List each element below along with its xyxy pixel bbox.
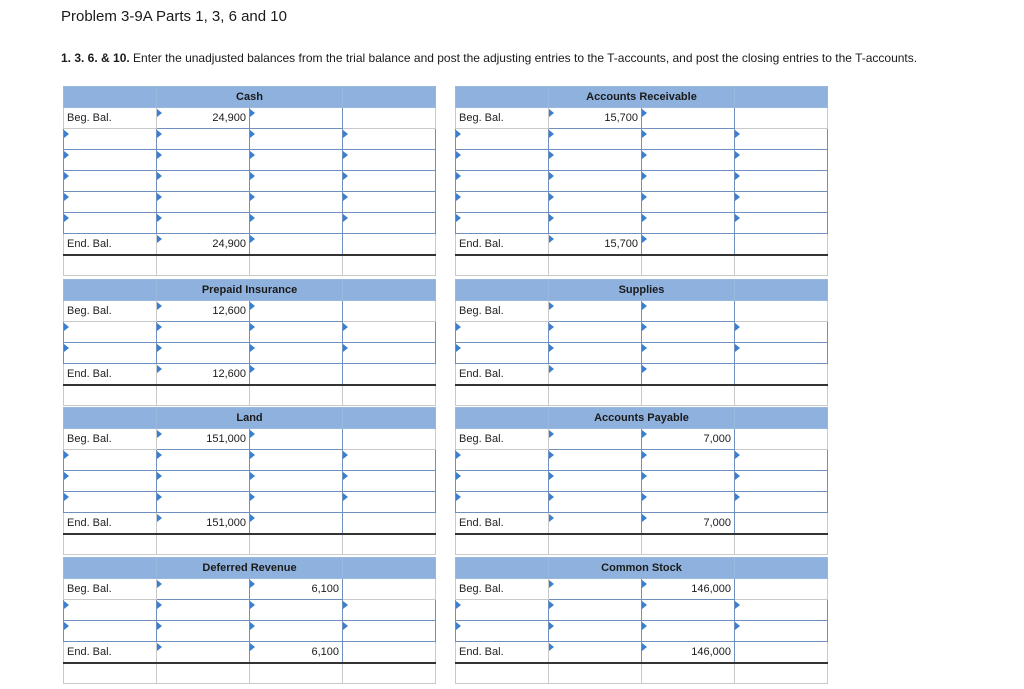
header-blank — [343, 408, 436, 429]
entry-credit-input[interactable] — [642, 471, 735, 492]
header-blank — [735, 87, 828, 108]
entry-debit-input[interactable] — [549, 471, 642, 492]
entry-ref-select[interactable] — [343, 150, 436, 171]
entry-ref-select[interactable] — [64, 492, 157, 513]
end-bal-credit-input[interactable] — [642, 364, 735, 385]
entry-debit-input[interactable] — [157, 600, 250, 621]
end-bal-row — [64, 642, 436, 663]
entry-credit-input[interactable] — [642, 150, 735, 171]
entry-ref-select[interactable] — [735, 129, 828, 150]
entry-credit-input[interactable] — [642, 621, 735, 642]
entry-ref-select[interactable] — [735, 192, 828, 213]
header-blank — [735, 408, 828, 429]
entry-ref-select[interactable] — [456, 129, 549, 150]
account-title: Accounts Receivable — [549, 87, 735, 108]
t-account-supplies — [455, 279, 828, 406]
entry-debit-input[interactable] — [549, 600, 642, 621]
beg-bal-row — [456, 579, 828, 600]
entry-ref-select[interactable] — [64, 150, 157, 171]
entry-credit-input[interactable] — [642, 213, 735, 234]
beg-bal-row — [64, 579, 436, 600]
beg-bal-debit-input[interactable] — [549, 429, 642, 450]
entry-ref-select[interactable] — [735, 450, 828, 471]
account-header-row — [64, 87, 436, 108]
beg-bal-row — [456, 301, 828, 322]
end-bal-credit-input[interactable] — [642, 234, 735, 255]
end-bal-spacer — [343, 234, 436, 255]
beg-bal-debit-input[interactable] — [549, 301, 642, 322]
entry-credit-input[interactable] — [642, 450, 735, 471]
t-account-prepaid-insurance — [63, 279, 436, 406]
entry-row — [456, 492, 828, 513]
end-bal-credit-input[interactable]: 146,000 — [642, 642, 735, 663]
end-bal-label: End. Bal. — [456, 642, 549, 663]
entry-ref-select[interactable] — [456, 171, 549, 192]
entry-credit-input[interactable] — [250, 343, 343, 364]
account-title: Supplies — [549, 280, 735, 301]
entry-row — [456, 129, 828, 150]
entry-ref-select[interactable] — [735, 343, 828, 364]
end-bal-debit-input[interactable]: 24,900 — [157, 234, 250, 255]
account-footer-row — [456, 385, 828, 406]
footer-cell — [250, 255, 343, 276]
entry-credit-input[interactable] — [250, 450, 343, 471]
footer-cell — [735, 663, 828, 684]
entry-row — [64, 450, 436, 471]
footer-cell — [64, 534, 157, 555]
beg-bal-credit-input[interactable]: 7,000 — [642, 429, 735, 450]
footer-cell — [642, 534, 735, 555]
instruction-parts: 1. 3. 6. & 10. — [61, 51, 130, 65]
end-bal-spacer — [343, 513, 436, 534]
entry-debit-input[interactable] — [549, 322, 642, 343]
account-header-row — [64, 558, 436, 579]
beg-bal-label: Beg. Bal. — [456, 108, 549, 129]
entry-row — [456, 150, 828, 171]
account-header-row — [456, 87, 828, 108]
header-blank — [64, 87, 157, 108]
entry-credit-input[interactable] — [250, 171, 343, 192]
entry-credit-input[interactable] — [250, 150, 343, 171]
entry-ref-select[interactable] — [456, 192, 549, 213]
beg-bal-row — [64, 301, 436, 322]
end-bal-debit-input[interactable]: 12,600 — [157, 364, 250, 385]
end-bal-debit-input[interactable] — [549, 642, 642, 663]
t-account-accounts-payable — [455, 407, 828, 555]
entry-ref-select[interactable] — [64, 600, 157, 621]
end-bal-spacer — [735, 642, 828, 663]
entry-debit-input[interactable] — [157, 343, 250, 364]
entry-credit-input[interactable] — [642, 192, 735, 213]
entry-ref-select[interactable] — [456, 213, 549, 234]
entry-debit-input[interactable] — [157, 150, 250, 171]
entry-credit-input[interactable] — [642, 600, 735, 621]
footer-cell — [64, 663, 157, 684]
account-footer-row — [456, 255, 828, 276]
entry-row — [456, 171, 828, 192]
entry-row — [456, 192, 828, 213]
entry-credit-input[interactable] — [642, 322, 735, 343]
end-bal-row — [456, 364, 828, 385]
entry-debit-input[interactable] — [549, 192, 642, 213]
header-blank — [343, 280, 436, 301]
entry-debit-input[interactable] — [549, 150, 642, 171]
entry-row — [64, 600, 436, 621]
beg-bal-row — [64, 429, 436, 450]
footer-cell — [157, 385, 250, 406]
footer-cell — [343, 663, 436, 684]
entry-ref-select[interactable] — [343, 450, 436, 471]
beg-bal-label: Beg. Bal. — [456, 301, 549, 322]
entry-ref-select[interactable] — [735, 621, 828, 642]
header-blank — [456, 280, 549, 301]
end-bal-row — [456, 513, 828, 534]
entry-row — [64, 322, 436, 343]
beg-bal-spacer — [735, 301, 828, 322]
beg-bal-credit-input[interactable] — [642, 301, 735, 322]
entry-debit-input[interactable] — [157, 192, 250, 213]
entry-ref-select[interactable] — [735, 171, 828, 192]
entry-debit-input[interactable] — [549, 450, 642, 471]
beg-bal-label: Beg. Bal. — [64, 579, 157, 600]
entry-row — [456, 621, 828, 642]
entry-ref-select[interactable] — [735, 322, 828, 343]
entry-ref-select[interactable] — [64, 471, 157, 492]
entry-row — [64, 213, 436, 234]
entry-credit-input[interactable] — [642, 129, 735, 150]
footer-cell — [549, 534, 642, 555]
end-bal-debit-input[interactable] — [549, 364, 642, 385]
entry-credit-input[interactable] — [250, 322, 343, 343]
footer-cell — [64, 255, 157, 276]
end-bal-spacer — [343, 364, 436, 385]
beg-bal-label: Beg. Bal. — [64, 108, 157, 129]
entry-ref-select[interactable] — [343, 471, 436, 492]
entry-credit-input[interactable] — [250, 492, 343, 513]
entry-ref-select[interactable] — [64, 621, 157, 642]
entry-debit-input[interactable] — [157, 322, 250, 343]
entry-debit-input[interactable] — [157, 450, 250, 471]
entry-row — [64, 343, 436, 364]
entry-credit-input[interactable] — [250, 192, 343, 213]
footer-cell — [64, 385, 157, 406]
entry-debit-input[interactable] — [157, 492, 250, 513]
end-bal-credit-input[interactable] — [250, 513, 343, 534]
end-bal-credit-input[interactable]: 7,000 — [642, 513, 735, 534]
beg-bal-credit-input[interactable] — [250, 429, 343, 450]
beg-bal-label: Beg. Bal. — [64, 429, 157, 450]
entry-credit-input[interactable] — [250, 213, 343, 234]
beg-bal-label: Beg. Bal. — [456, 579, 549, 600]
footer-cell — [642, 385, 735, 406]
account-title: Prepaid Insurance — [157, 280, 343, 301]
end-bal-label: End. Bal. — [64, 364, 157, 385]
end-bal-credit-input[interactable]: 6,100 — [250, 642, 343, 663]
beg-bal-debit-input[interactable]: 12,600 — [157, 301, 250, 322]
entry-row — [456, 471, 828, 492]
account-header-row — [64, 280, 436, 301]
t-account-deferred-revenue — [63, 557, 436, 684]
entry-ref-select[interactable] — [456, 450, 549, 471]
beg-bal-credit-input[interactable] — [250, 301, 343, 322]
end-bal-row — [456, 642, 828, 663]
end-bal-debit-input[interactable] — [549, 513, 642, 534]
entry-ref-select[interactable] — [64, 213, 157, 234]
entry-ref-select[interactable] — [64, 343, 157, 364]
beg-bal-debit-input[interactable]: 24,900 — [157, 108, 250, 129]
end-bal-debit-input[interactable] — [157, 642, 250, 663]
beg-bal-debit-input[interactable] — [157, 579, 250, 600]
end-bal-row — [64, 234, 436, 255]
account-footer-row — [64, 534, 436, 555]
entry-ref-select[interactable] — [456, 471, 549, 492]
footer-cell — [250, 385, 343, 406]
footer-cell — [157, 663, 250, 684]
entry-ref-select[interactable] — [456, 621, 549, 642]
beg-bal-debit-input[interactable]: 15,700 — [549, 108, 642, 129]
instructions — [61, 51, 917, 65]
footer-cell — [250, 534, 343, 555]
header-blank — [735, 280, 828, 301]
end-bal-credit-input[interactable] — [250, 234, 343, 255]
entry-debit-input[interactable] — [157, 213, 250, 234]
footer-cell — [735, 534, 828, 555]
header-blank — [456, 408, 549, 429]
account-header-row — [64, 408, 436, 429]
entry-row — [64, 621, 436, 642]
end-bal-spacer — [735, 364, 828, 385]
entry-ref-select[interactable] — [343, 192, 436, 213]
entry-ref-select[interactable] — [456, 150, 549, 171]
beg-bal-spacer — [343, 301, 436, 322]
header-blank — [735, 558, 828, 579]
end-bal-row — [456, 234, 828, 255]
end-bal-spacer — [343, 642, 436, 663]
header-blank — [343, 87, 436, 108]
entry-row — [456, 600, 828, 621]
footer-cell — [735, 385, 828, 406]
entry-ref-select[interactable] — [64, 129, 157, 150]
t-account-accounts-receivable — [455, 86, 828, 276]
account-title: Accounts Payable — [549, 408, 735, 429]
end-bal-credit-input[interactable] — [250, 364, 343, 385]
end-bal-row — [64, 513, 436, 534]
account-title: Land — [157, 408, 343, 429]
entry-ref-select[interactable] — [343, 492, 436, 513]
entry-credit-input[interactable] — [250, 621, 343, 642]
entry-credit-input[interactable] — [250, 600, 343, 621]
footer-cell — [456, 255, 549, 276]
entry-debit-input[interactable] — [549, 492, 642, 513]
entry-row — [456, 322, 828, 343]
entry-debit-input[interactable] — [157, 171, 250, 192]
entry-debit-input[interactable] — [549, 621, 642, 642]
entry-row — [456, 343, 828, 364]
entry-ref-select[interactable] — [64, 450, 157, 471]
end-bal-label: End. Bal. — [64, 234, 157, 255]
entry-ref-select[interactable] — [456, 322, 549, 343]
footer-cell — [343, 534, 436, 555]
page-title: Problem 3-9A Parts 1, 3, 6 and 10 — [61, 8, 287, 25]
entry-credit-input[interactable] — [642, 492, 735, 513]
entry-ref-select[interactable] — [735, 471, 828, 492]
entry-ref-select[interactable] — [456, 343, 549, 364]
end-bal-debit-input[interactable]: 151,000 — [157, 513, 250, 534]
footer-cell — [549, 663, 642, 684]
entry-debit-input[interactable] — [549, 129, 642, 150]
footer-cell — [456, 663, 549, 684]
entry-row — [64, 150, 436, 171]
beg-bal-row — [456, 108, 828, 129]
end-bal-label: End. Bal. — [64, 513, 157, 534]
beg-bal-debit-input[interactable] — [549, 579, 642, 600]
beg-bal-spacer — [735, 579, 828, 600]
entry-ref-select[interactable] — [343, 343, 436, 364]
beg-bal-label: Beg. Bal. — [456, 429, 549, 450]
entry-ref-select[interactable] — [735, 150, 828, 171]
beg-bal-credit-input[interactable]: 146,000 — [642, 579, 735, 600]
end-bal-row — [64, 364, 436, 385]
end-bal-debit-input[interactable]: 15,700 — [549, 234, 642, 255]
entry-ref-select[interactable] — [343, 600, 436, 621]
entry-row — [456, 213, 828, 234]
header-blank — [456, 87, 549, 108]
entry-credit-input[interactable] — [250, 471, 343, 492]
entry-credit-input[interactable] — [642, 171, 735, 192]
beg-bal-spacer — [343, 429, 436, 450]
entry-ref-select[interactable] — [456, 600, 549, 621]
beg-bal-spacer — [343, 579, 436, 600]
footer-cell — [456, 534, 549, 555]
account-title: Deferred Revenue — [157, 558, 343, 579]
t-account-cash — [63, 86, 436, 276]
t-account-land — [63, 407, 436, 555]
instruction-text: Enter the unadjusted balances from the trial balance and post the adjusting entries to the T-accounts, and post the closing entries to the T-accounts. — [129, 51, 918, 65]
footer-cell — [157, 255, 250, 276]
entry-row — [64, 171, 436, 192]
beg-bal-credit-input[interactable]: 6,100 — [250, 579, 343, 600]
entry-row — [64, 492, 436, 513]
end-bal-label: End. Bal. — [456, 513, 549, 534]
entry-debit-input[interactable] — [157, 129, 250, 150]
account-title: Cash — [157, 87, 343, 108]
account-footer-row — [64, 663, 436, 684]
account-footer-row — [456, 663, 828, 684]
account-footer-row — [456, 534, 828, 555]
entry-ref-select[interactable] — [735, 600, 828, 621]
header-blank — [343, 558, 436, 579]
footer-cell — [735, 255, 828, 276]
entry-ref-select[interactable] — [343, 171, 436, 192]
header-blank — [456, 558, 549, 579]
entry-row — [64, 129, 436, 150]
entry-ref-select[interactable] — [343, 621, 436, 642]
entry-ref-select[interactable] — [343, 322, 436, 343]
beg-bal-debit-input[interactable]: 151,000 — [157, 429, 250, 450]
end-bal-label: End. Bal. — [456, 234, 549, 255]
footer-cell — [549, 385, 642, 406]
entry-row — [64, 192, 436, 213]
account-title: Common Stock — [549, 558, 735, 579]
end-bal-spacer — [735, 234, 828, 255]
entry-credit-input[interactable] — [642, 343, 735, 364]
end-bal-label: End. Bal. — [456, 364, 549, 385]
footer-cell — [642, 255, 735, 276]
entry-row — [64, 471, 436, 492]
entry-ref-select[interactable] — [735, 213, 828, 234]
footer-cell — [456, 385, 549, 406]
entry-debit-input[interactable] — [549, 213, 642, 234]
account-header-row — [456, 408, 828, 429]
beg-bal-spacer — [735, 108, 828, 129]
account-header-row — [456, 280, 828, 301]
account-footer-row — [64, 385, 436, 406]
footer-cell — [642, 663, 735, 684]
beg-bal-spacer — [343, 108, 436, 129]
entry-ref-select[interactable] — [735, 492, 828, 513]
account-footer-row — [64, 255, 436, 276]
entry-row — [456, 450, 828, 471]
end-bal-label: End. Bal. — [64, 642, 157, 663]
beg-bal-spacer — [735, 429, 828, 450]
entry-ref-select[interactable] — [64, 171, 157, 192]
beg-bal-row — [64, 108, 436, 129]
entry-credit-input[interactable] — [250, 129, 343, 150]
account-header-row — [456, 558, 828, 579]
t-account-common-stock — [455, 557, 828, 684]
beg-bal-credit-input[interactable] — [642, 108, 735, 129]
footer-cell — [549, 255, 642, 276]
footer-cell — [157, 534, 250, 555]
header-blank — [64, 408, 157, 429]
entry-debit-input[interactable] — [549, 171, 642, 192]
entry-debit-input[interactable] — [157, 471, 250, 492]
beg-bal-row — [456, 429, 828, 450]
entry-ref-select[interactable] — [456, 492, 549, 513]
footer-cell — [343, 385, 436, 406]
entry-debit-input[interactable] — [157, 621, 250, 642]
beg-bal-label: Beg. Bal. — [64, 301, 157, 322]
footer-cell — [250, 663, 343, 684]
entry-ref-select[interactable] — [64, 192, 157, 213]
header-blank — [64, 280, 157, 301]
footer-cell — [343, 255, 436, 276]
entry-ref-select[interactable] — [343, 213, 436, 234]
header-blank — [64, 558, 157, 579]
entry-debit-input[interactable] — [549, 343, 642, 364]
entry-ref-select[interactable] — [343, 129, 436, 150]
end-bal-spacer — [735, 513, 828, 534]
entry-ref-select[interactable] — [64, 322, 157, 343]
beg-bal-credit-input[interactable] — [250, 108, 343, 129]
